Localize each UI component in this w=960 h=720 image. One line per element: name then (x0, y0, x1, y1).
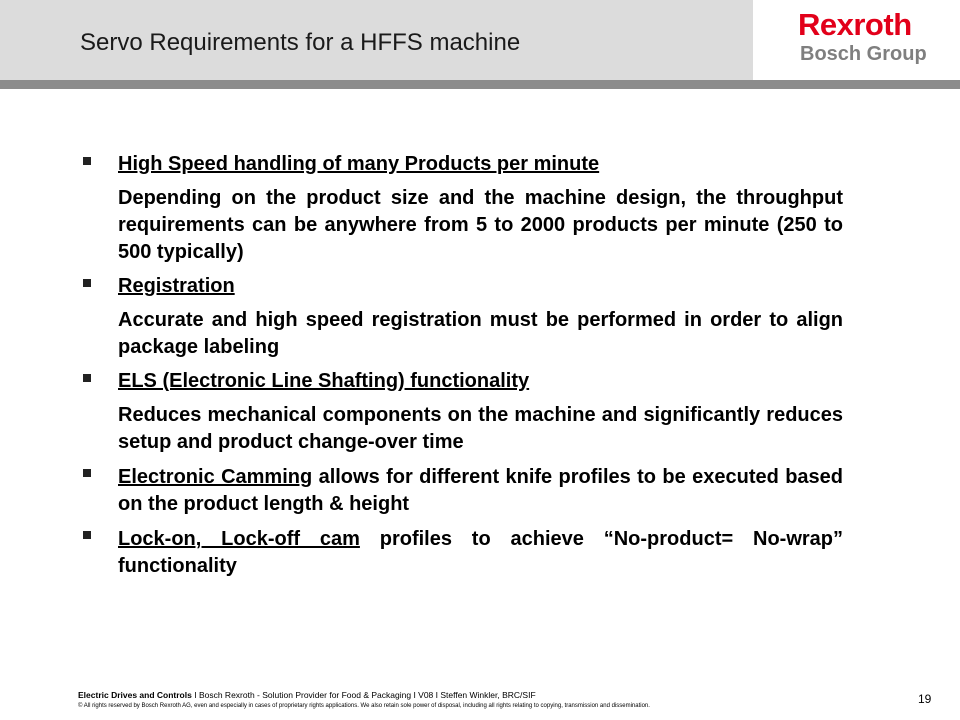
bullet-item (83, 526, 843, 580)
bullet-text: allows for different knife profiles to be executed based on the product length & height (118, 466, 843, 515)
page-title: Servo Requirements for a HFFS machine (80, 29, 521, 56)
square-bullet-icon (83, 531, 91, 539)
bullet-item (83, 464, 843, 518)
bullet-list (83, 152, 843, 588)
bullet-heading: ELS (Electronic Line Shafting) functionality (118, 370, 530, 392)
bullet-item (83, 369, 843, 456)
bullet-item (83, 274, 843, 361)
footer-copyright: © All rights reserved by Bosch Rexroth AG, even and especially in cases of proprietary rights applications. We also retain sole power of disposal, including all rights relating to copying, transmission and dissemination. (78, 703, 650, 709)
square-bullet-icon (83, 279, 91, 287)
bullet-description: Accurate and high speed registration must be performed in order to align package labeling (118, 309, 843, 358)
footer-company: Electric Drives and Controls (78, 690, 192, 700)
bullet-item (83, 152, 843, 266)
bullet-description: Reduces mechanical components on the machine and significantly reduces setup and product change-over time (118, 404, 843, 453)
bullet-heading: High Speed handling of many Products per minute (118, 153, 600, 175)
footer-info (78, 690, 536, 700)
bullet-heading: Registration (118, 275, 235, 297)
header-divider (0, 80, 960, 89)
bullet-heading: Electronic Camming (118, 466, 313, 488)
square-bullet-icon (83, 374, 91, 382)
footer-details: I Bosch Rexroth - Solution Provider for Food & Packaging I V08 I Steffen Winkler, BRC/SIF (194, 690, 536, 700)
square-bullet-icon (83, 157, 91, 165)
bullet-text: profiles to achieve “No-product= No-wrap” functionality (118, 528, 843, 577)
logo-bosch-group: Bosch Group (800, 43, 927, 65)
square-bullet-icon (83, 469, 91, 477)
bullet-heading: Lock-on, Lock-off cam (118, 528, 360, 550)
logo-rexroth: Rexroth (798, 7, 912, 42)
page-number: 19 (918, 692, 932, 706)
bullet-description: Depending on the product size and the machine design, the throughput requirements can be anywhere from 5 to 2000 products per minute (250 to 500 typically) (118, 187, 843, 263)
